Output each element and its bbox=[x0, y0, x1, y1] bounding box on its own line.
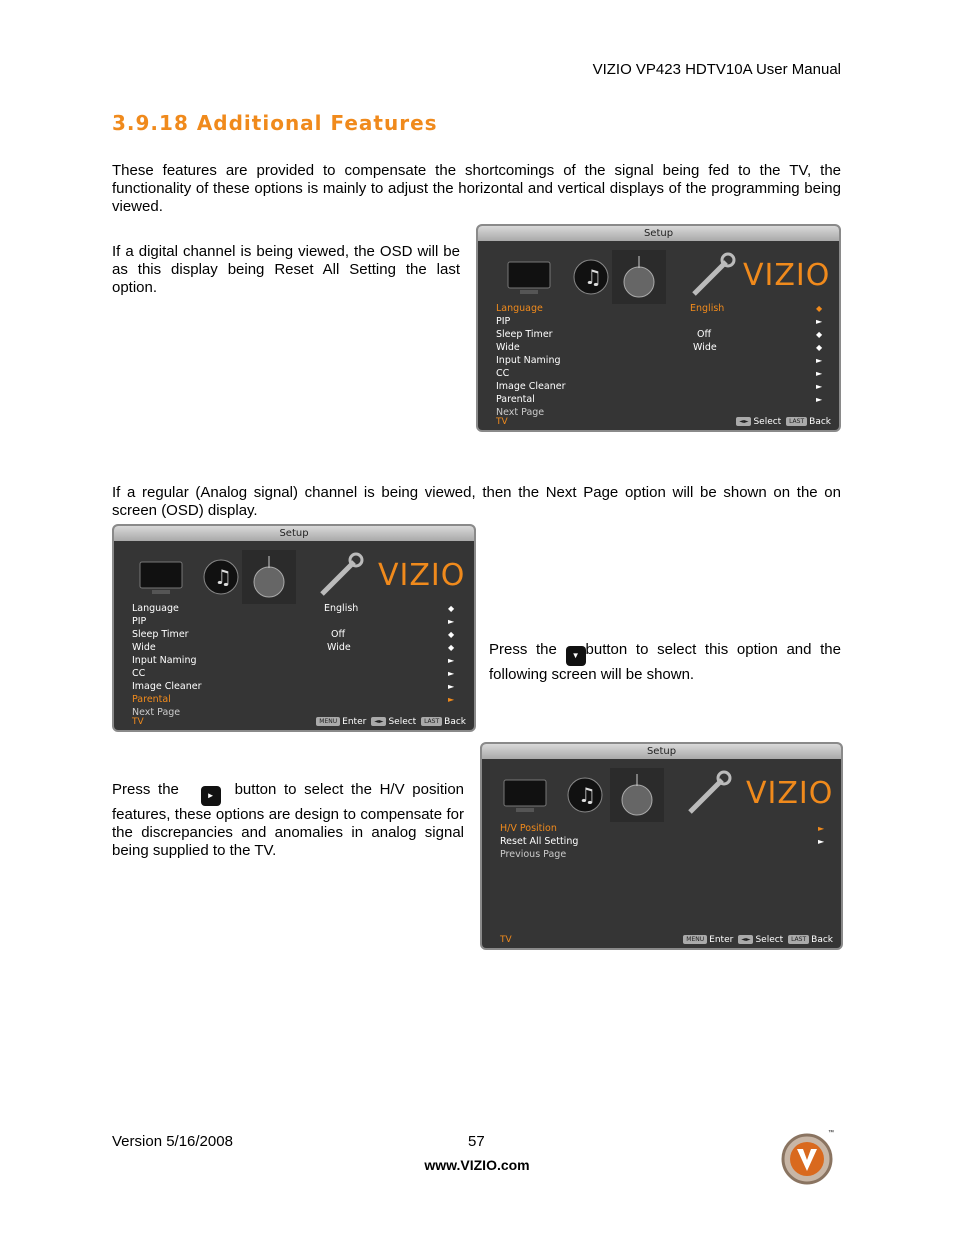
vizio-v-logo bbox=[780, 1132, 834, 1186]
analog-paragraph: If a regular (Analog signal) channel is being viewed, then the Next Page option will be shown on the on screen (OSD) display. bbox=[112, 484, 841, 519]
menu-row-language[interactable]: Language English ◆ bbox=[132, 603, 455, 614]
menu-row-image-cleaner[interactable]: Image Cleaner ► bbox=[496, 381, 823, 392]
osd-source-label: TV bbox=[500, 935, 512, 945]
menu-row-pip[interactable]: PIP ► bbox=[132, 616, 455, 627]
vizio-logo: VIZIO bbox=[378, 558, 466, 593]
vizio-logo: VIZIO bbox=[743, 258, 831, 293]
svg-text:♫: ♫ bbox=[214, 565, 232, 589]
wrench-icon bbox=[312, 550, 366, 604]
right-button-icon: ► bbox=[201, 786, 221, 806]
menu-row-language[interactable]: Language English ◆ bbox=[496, 303, 823, 314]
menu-row-next-page[interactable]: Next Page bbox=[496, 407, 545, 418]
vizio-logo: VIZIO bbox=[746, 776, 834, 811]
menu-row-input-naming[interactable]: Input Naming ► bbox=[132, 655, 455, 666]
osd-menu bbox=[496, 302, 826, 419]
menu-row-wide[interactable]: Wide Wide ◆ bbox=[132, 642, 455, 653]
menu-key-icon: MENU bbox=[683, 935, 707, 944]
osd-key-hints: MENU Enter ◄► Select LAST Back bbox=[681, 935, 833, 945]
tv-picture-icon bbox=[134, 550, 188, 604]
page-number: 57 bbox=[468, 1133, 485, 1150]
svg-text:♫: ♫ bbox=[584, 265, 602, 289]
menu-row-wide[interactable]: Wide Wide ◆ bbox=[496, 342, 823, 353]
svg-text:♫: ♫ bbox=[578, 783, 596, 807]
digital-paragraph: If a digital channel is being viewed, the OSD will be as this display being Reset All Setting the last option. bbox=[112, 243, 460, 296]
osd-screen-next-page bbox=[480, 742, 843, 950]
tv-picture-icon bbox=[502, 250, 556, 304]
setup-globe-icon bbox=[612, 250, 666, 304]
down-button-icon: ▼ bbox=[566, 646, 586, 666]
menu-row-input-naming[interactable]: Input Naming ► bbox=[496, 355, 823, 366]
audio-icon bbox=[558, 768, 612, 822]
setup-globe-icon bbox=[610, 768, 664, 822]
osd-source-label: TV bbox=[496, 417, 508, 427]
audio-icon bbox=[194, 550, 248, 604]
intro-paragraph: These features are provided to compensate the shortcomings of the signal being fed to the TV, the functionality of these options is mainly to adjust the horizontal and vertical displays of the programming being viewed. bbox=[112, 162, 841, 215]
menu-row-parental[interactable]: Parental ► bbox=[132, 694, 455, 705]
menu-row-cc[interactable]: CC ► bbox=[496, 368, 823, 379]
menu-row-pip[interactable]: PIP ► bbox=[496, 316, 823, 327]
menu-row-cc[interactable]: CC ► bbox=[132, 668, 455, 679]
osd-menu bbox=[500, 822, 830, 861]
press-down-paragraph: Press the ▼ button to select this option and the following screen will be shown. bbox=[489, 641, 841, 683]
trademark-mark: ™ bbox=[828, 1130, 834, 1136]
osd-source-label: TV bbox=[132, 717, 144, 727]
osd-title-bar: Setup bbox=[478, 226, 839, 241]
setup-globe-icon bbox=[242, 550, 296, 604]
menu-row-image-cleaner[interactable]: Image Cleaner ► bbox=[132, 681, 455, 692]
wrench-icon bbox=[680, 768, 734, 822]
osd-key-hints: ◄► Select LAST Back bbox=[734, 417, 831, 427]
osd-key-hints: MENU Enter ◄► Select LAST Back bbox=[314, 717, 466, 727]
osd-menu bbox=[132, 602, 462, 719]
menu-row-sleep-timer[interactable]: Sleep Timer Off ◆ bbox=[132, 629, 455, 640]
menu-row-sleep-timer[interactable]: Sleep Timer Off ◆ bbox=[496, 329, 823, 340]
audio-icon bbox=[564, 250, 618, 304]
footer-version: Version 5/16/2008 bbox=[112, 1133, 233, 1150]
menu-row-hv-position[interactable]: H/V Position ► bbox=[500, 823, 825, 834]
section-title: 3.9.18 Additional Features bbox=[112, 111, 438, 135]
arrow-keys-icon: ◄► bbox=[371, 717, 386, 726]
document-header: VIZIO VP423 HDTV10A User Manual bbox=[592, 61, 841, 78]
last-key-icon: LAST bbox=[421, 717, 442, 726]
last-key-icon: LAST bbox=[786, 417, 807, 426]
menu-row-reset-all-setting[interactable]: Reset All Setting ► bbox=[500, 836, 825, 847]
press-right-paragraph: Press the ► button to select the H/V position features, these options are design to compensate for the discrepancies and anomalies in analog signal being supplied to the TV. bbox=[112, 781, 464, 859]
wrench-icon bbox=[684, 250, 738, 304]
arrow-keys-icon: ◄► bbox=[738, 935, 753, 944]
osd-screen-analog bbox=[112, 524, 476, 732]
osd-title-bar: Setup bbox=[114, 526, 474, 541]
arrow-keys-icon: ◄► bbox=[736, 417, 751, 426]
menu-row-previous-page[interactable]: Previous Page bbox=[500, 849, 567, 860]
osd-screen-digital bbox=[476, 224, 841, 432]
footer-url: www.VIZIO.com bbox=[424, 1157, 530, 1173]
menu-key-icon: MENU bbox=[316, 717, 340, 726]
last-key-icon: LAST bbox=[788, 935, 809, 944]
menu-row-parental[interactable]: Parental ► bbox=[496, 394, 823, 405]
menu-row-next-page[interactable]: Next Page bbox=[132, 707, 181, 718]
osd-title-bar: Setup bbox=[482, 744, 841, 759]
tv-picture-icon bbox=[498, 768, 552, 822]
